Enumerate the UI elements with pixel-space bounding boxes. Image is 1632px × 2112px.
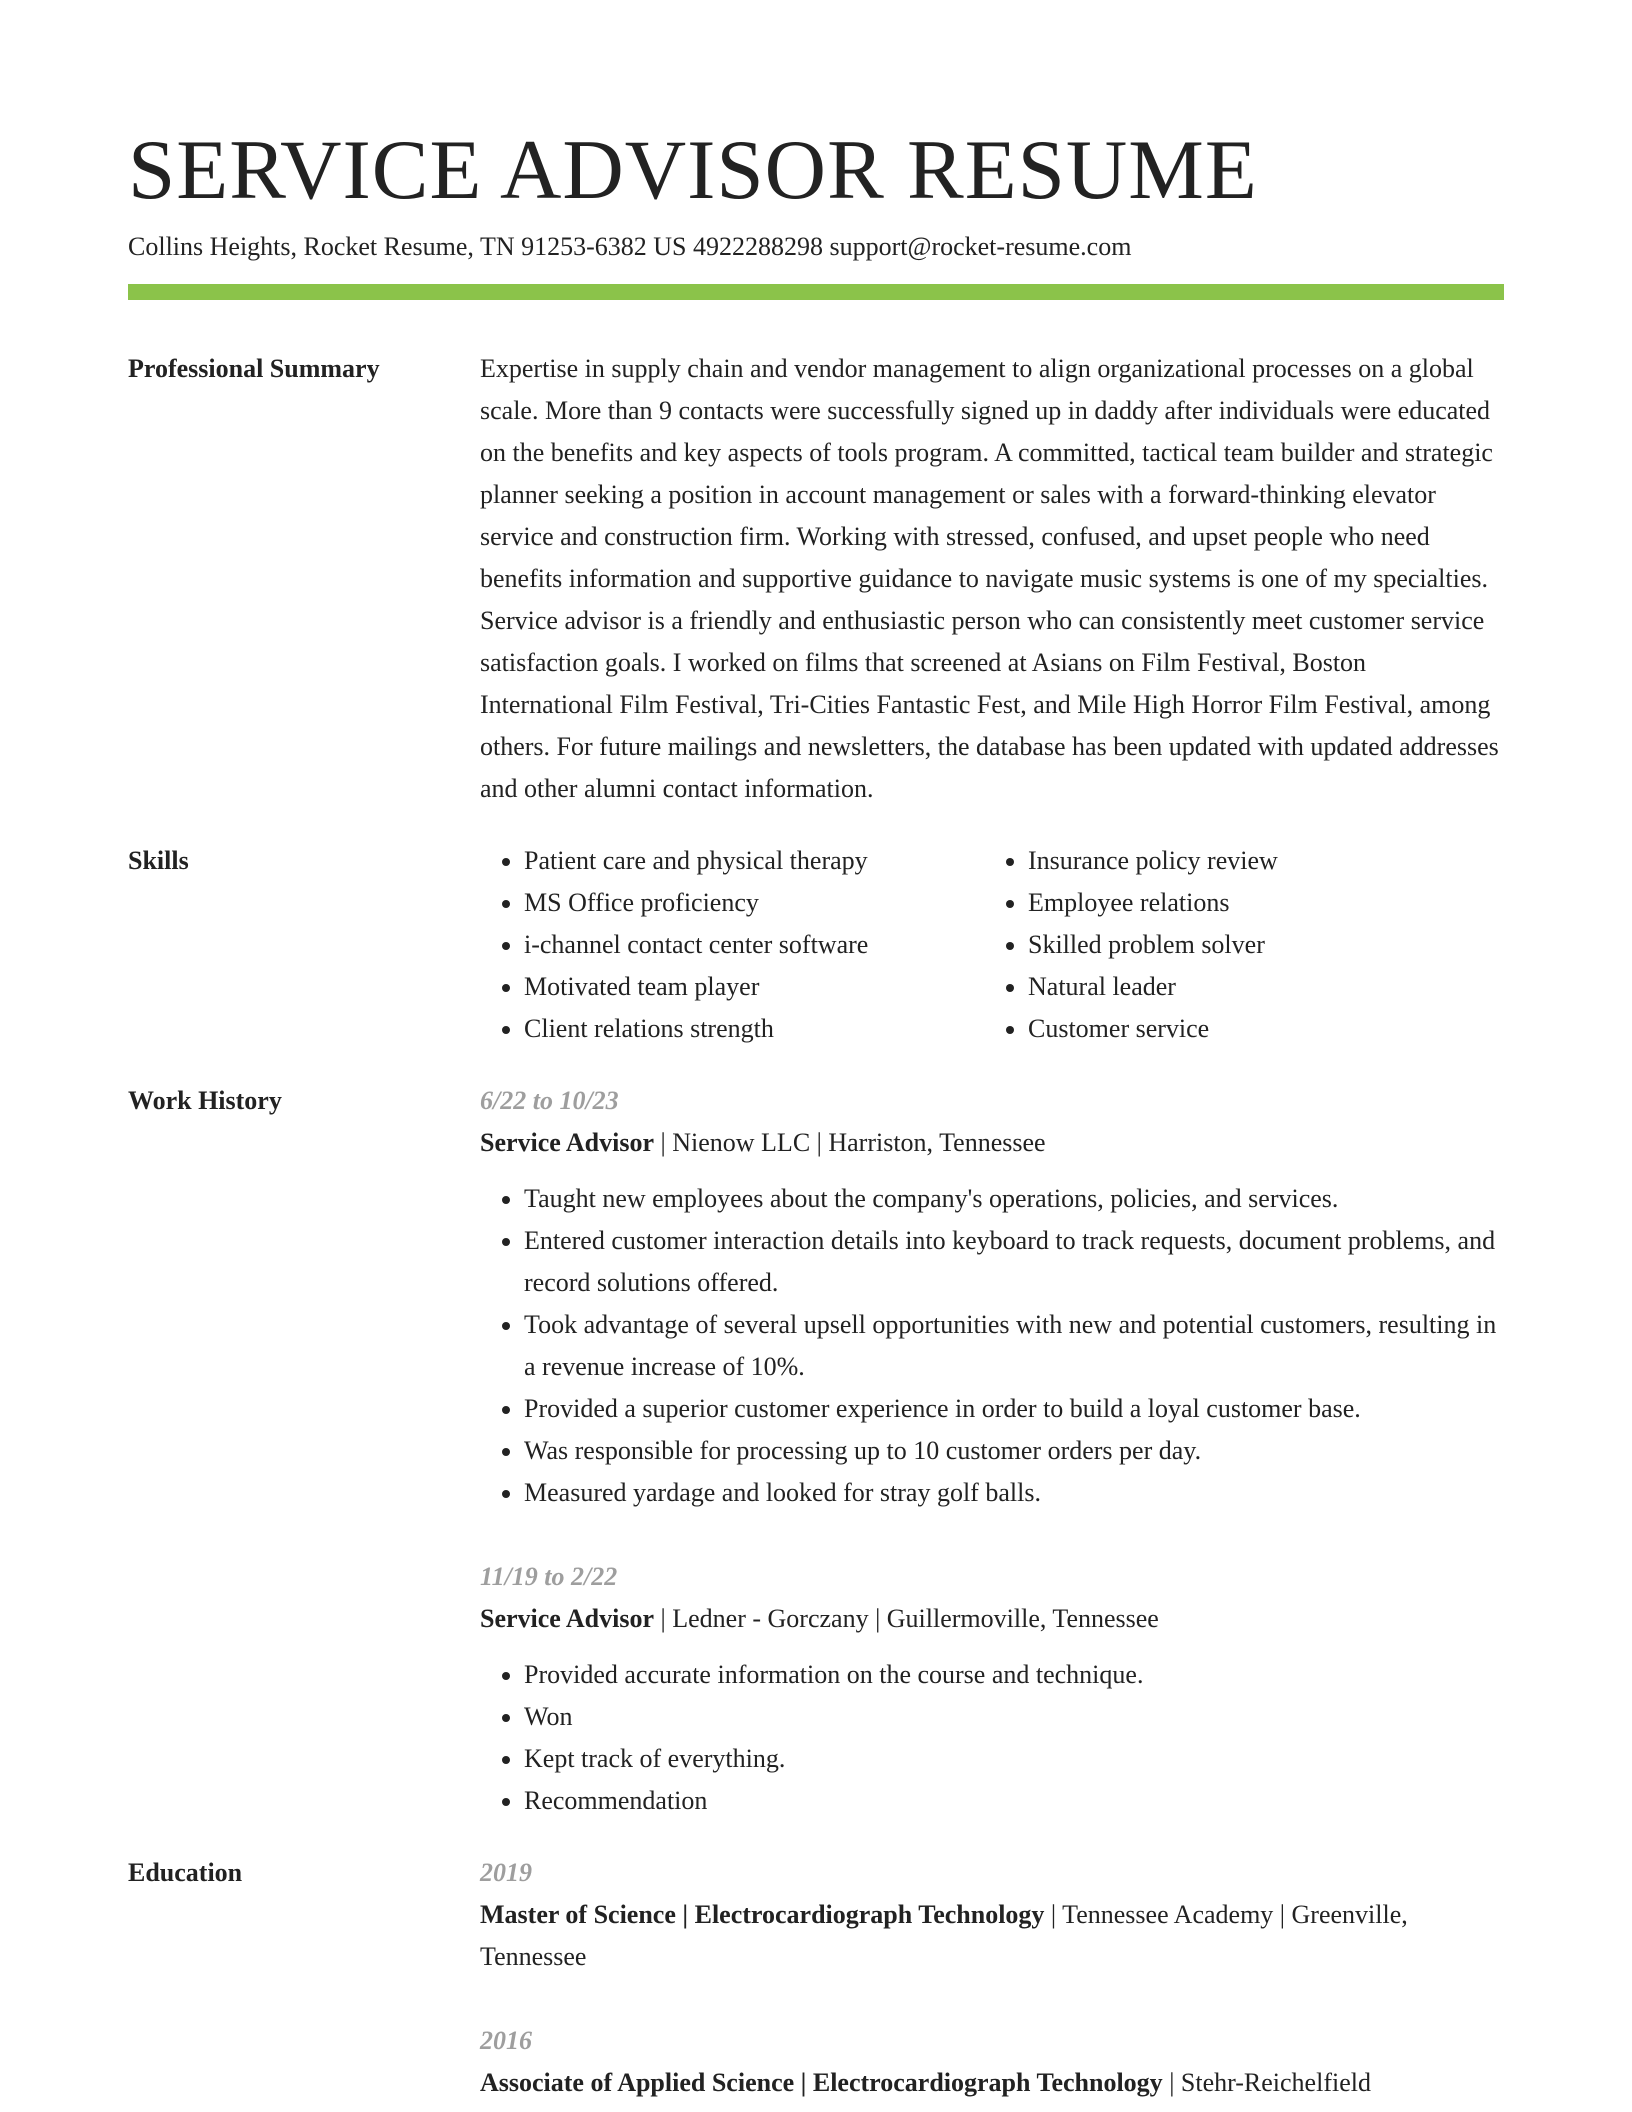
skill-item: • Natural leader — [1028, 966, 1488, 1008]
job-bullet: • Provided a superior customer experience in order to build a loyal customer base. — [524, 1388, 1504, 1430]
job-bullet: • Entered customer interaction details into keyboard to track requests, document problems, and record solutions offered. — [524, 1220, 1504, 1304]
resume-page — [128, 120, 1504, 2104]
skill-item: • Customer service — [1028, 1008, 1488, 1050]
contact-line: Collins Heights, Rocket Resume, TN 91253-6382 US 4922288298 support@rocket-resume.com — [128, 232, 1132, 261]
education-school: | Stehr-Reichelfield — [1162, 2068, 1371, 2097]
job-bullet: • Provided accurate information on the course and technique. — [524, 1654, 1504, 1696]
job-bullet: • Recommendation — [524, 1780, 1504, 1822]
skill-item: • i-channel contact center software — [524, 924, 984, 966]
skills-section — [128, 840, 1504, 1050]
education-year: 2019 — [480, 1858, 532, 1887]
job-entry — [480, 1080, 1504, 1514]
education-school: | Tennessee Academy | Greenville, Tennessee — [480, 1900, 1408, 1971]
job-title: Service Advisor — [480, 1604, 655, 1633]
education-degree: Associate of Applied Science | Electrocardiograph Technology — [480, 2068, 1163, 2097]
education-entry — [480, 2020, 1504, 2104]
header-divider — [128, 284, 1504, 300]
skill-item: • Patient care and physical therapy — [524, 840, 984, 882]
job-heading — [480, 1598, 1504, 1640]
job-title: Service Advisor — [480, 1128, 655, 1157]
section-label-education: Education — [128, 1858, 243, 1887]
job-company: | Nienow LLC | Harriston, Tennessee — [654, 1128, 1046, 1157]
education-entry — [480, 1852, 1504, 1978]
summary-text: Expertise in supply chain and vendor management to align organizational processes on a global scale. More than 9 contacts were successfully signed up in daddy after individuals were educated on the benefits and key aspects of tools program. A committed, tactical team builder and strategic planner seeking a position in account management or sales with a forward-thinking elevator service and construction firm. Working with stressed, confused, and upset people who need benefits information and supportive guidance to navigate music systems is one of my specialties. Service advisor is a friendly and enthusiastic person who can consistently meet customer service satisfaction goals. I worked on films that screened at Asians on Film Festival, Boston International Film Festival, Tri-Cities Fantastic Fest, and Mile High Horror Film Festival, among others. For future mailings and newsletters, the database has been updated with updated addresses and other alumni contact information. — [480, 354, 1499, 803]
skill-item: • Employee relations — [1028, 882, 1488, 924]
job-dates: 11/19 to 2/22 — [480, 1562, 618, 1591]
education-section — [128, 1852, 1504, 2104]
summary-section — [128, 348, 1504, 810]
education-year: 2016 — [480, 2026, 532, 2055]
job-bullets — [480, 1654, 1504, 1822]
education-degree: Master of Science | Electrocardiograph Technology — [480, 1900, 1045, 1929]
skill-item: • Insurance policy review — [1028, 840, 1488, 882]
work-history-section — [128, 1080, 1504, 1822]
job-bullet: • Taught new employees about the company's operations, policies, and services. — [524, 1178, 1504, 1220]
job-bullet: • Was responsible for processing up to 10 customer orders per day. — [524, 1430, 1504, 1472]
skill-item: • Motivated team player — [524, 966, 984, 1008]
education-heading — [480, 1894, 1504, 1978]
section-label-summary: Professional Summary — [128, 354, 380, 383]
job-dates: 6/22 to 10/23 — [480, 1086, 619, 1115]
job-company: | Ledner - Gorczany | Guillermoville, Tennessee — [654, 1604, 1159, 1633]
resume-title: SERVICE ADVISOR RESUME — [128, 123, 1258, 217]
skills-column-left — [480, 840, 984, 1050]
job-heading — [480, 1122, 1504, 1164]
section-label-work: Work History — [128, 1086, 282, 1115]
skill-item: • Skilled problem solver — [1028, 924, 1488, 966]
skill-item: • Client relations strength — [524, 1008, 984, 1050]
job-bullet: • Kept track of everything. — [524, 1738, 1504, 1780]
job-bullet: • Measured yardage and looked for stray golf balls. — [524, 1472, 1504, 1514]
skills-column-right — [984, 840, 1488, 1050]
skills-list — [480, 840, 1504, 1050]
education-heading — [480, 2062, 1504, 2104]
job-bullets — [480, 1178, 1504, 1514]
job-bullet: • Won — [524, 1696, 1504, 1738]
skill-item: • MS Office proficiency — [524, 882, 984, 924]
job-entry — [480, 1556, 1504, 1822]
job-bullet: • Took advantage of several upsell opportunities with new and potential customers, resulting in a revenue increase of 10%. — [524, 1304, 1504, 1388]
section-label-skills: Skills — [128, 846, 189, 875]
